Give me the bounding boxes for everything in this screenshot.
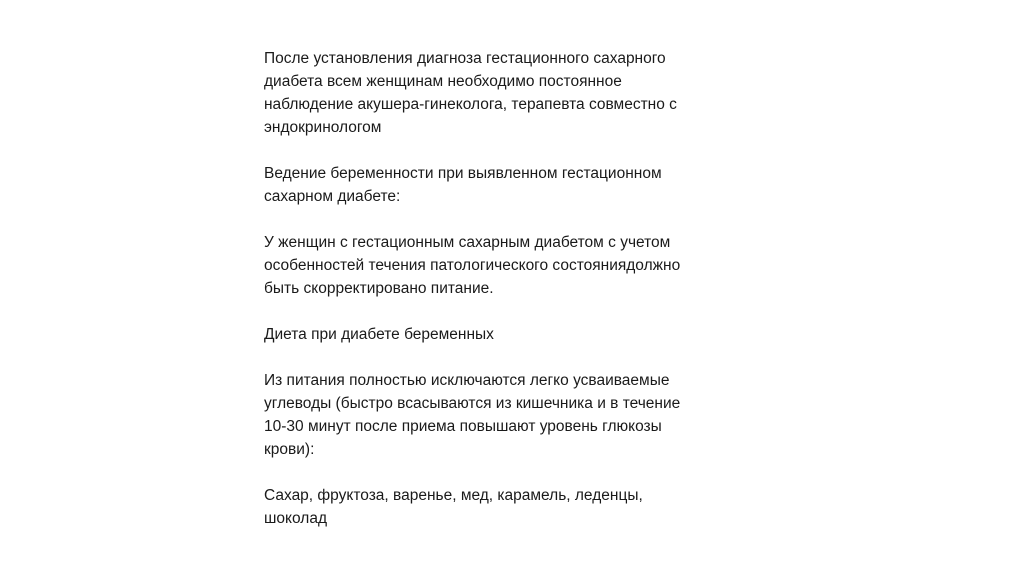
text-line: особенностей течения патологического состояниядолжно bbox=[264, 257, 681, 274]
text-line: У женщин с гестационным сахарным диабетом с учетом bbox=[264, 234, 671, 251]
text-line: наблюдение акушера-гинеколога, терапевта совместно с bbox=[264, 96, 677, 113]
text-line: диабета всем женщинам необходимо постоянное bbox=[264, 73, 622, 90]
text-line: шоколад bbox=[264, 510, 327, 527]
slide-text-body bbox=[264, 47, 764, 553]
text-line: Диета при диабете беременных bbox=[264, 326, 494, 343]
text-line: крови): bbox=[264, 441, 315, 458]
paragraph-excluded-carbohydrates bbox=[264, 369, 764, 461]
text-line: быть скорректировано питание. bbox=[264, 280, 494, 297]
paragraph-nutrition-correction bbox=[264, 231, 764, 300]
paragraph-pregnancy-management-heading bbox=[264, 162, 764, 208]
text-line: 10-30 минут после приема повышают уровень глюкозы bbox=[264, 418, 662, 435]
text-line: сахарном диабете: bbox=[264, 188, 401, 205]
text-line: После установления диагноза гестационного сахарного bbox=[264, 50, 666, 67]
text-line: Из питания полностью исключаются легко усваиваемые bbox=[264, 372, 670, 389]
text-line: Сахар, фруктоза, варенье, мед, карамель, леденцы, bbox=[264, 487, 643, 504]
paragraph-excluded-foods-list bbox=[264, 484, 764, 530]
paragraph-diagnosis-monitoring bbox=[264, 47, 764, 139]
text-line: углеводы (быстро всасываются из кишечника и в течение bbox=[264, 395, 681, 412]
paragraph-diet-heading bbox=[264, 323, 764, 346]
text-line: Ведение беременности при выявленном гестационном bbox=[264, 165, 662, 182]
text-line: эндокринологом bbox=[264, 119, 382, 136]
